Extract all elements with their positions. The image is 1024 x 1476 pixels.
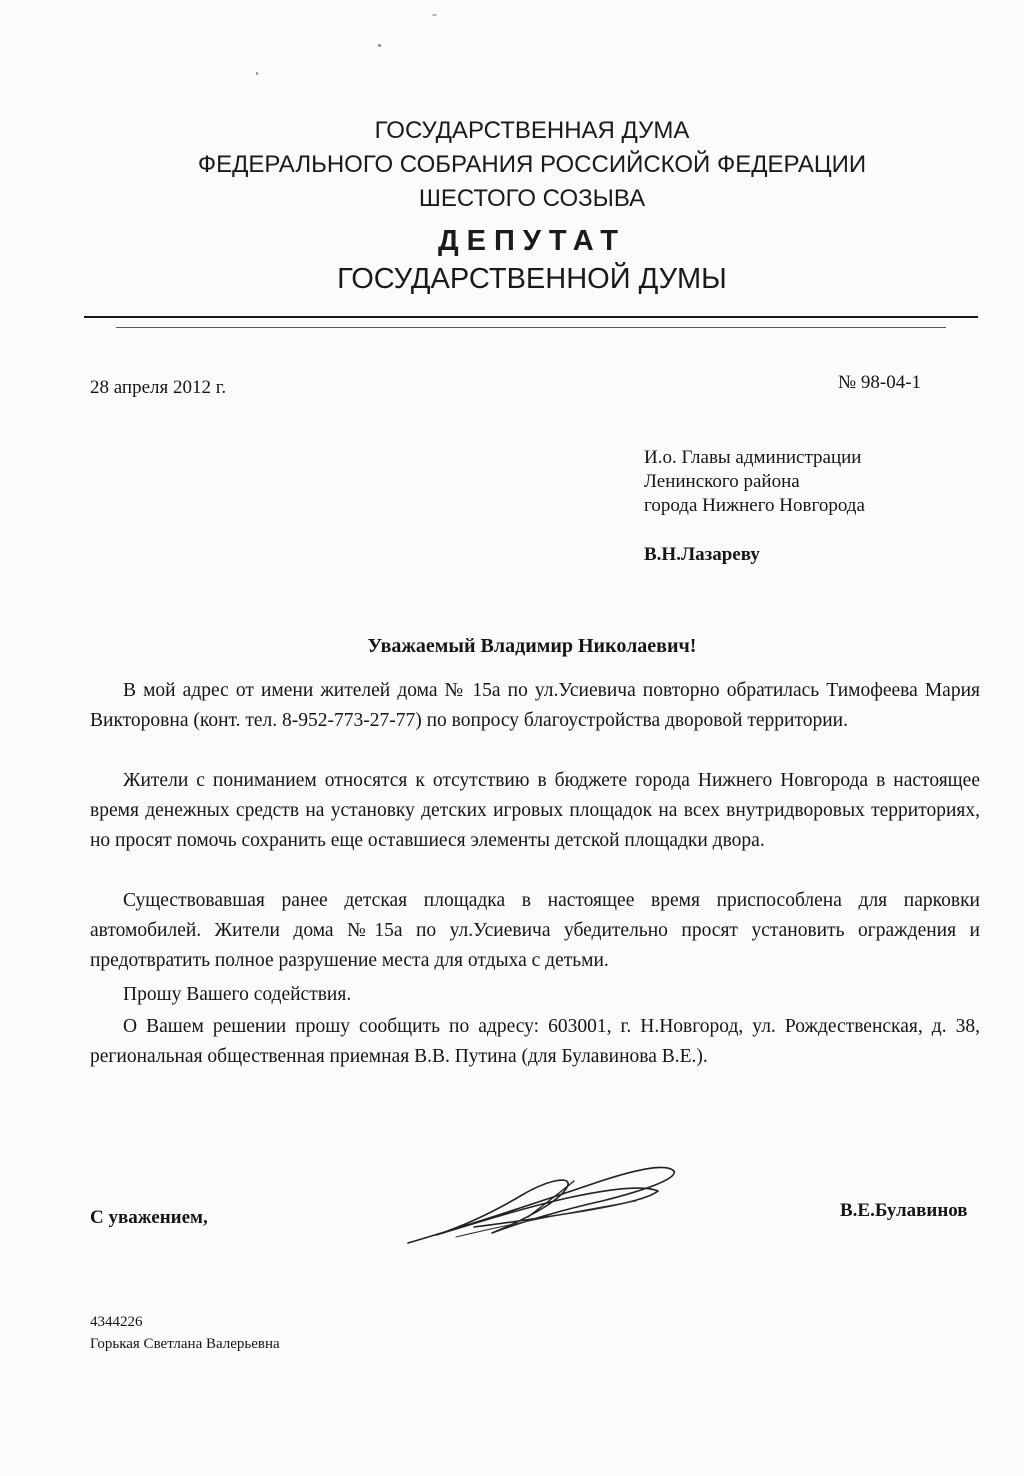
letterhead-subtitle: ГОСУДАРСТВЕННОЙ ДУМЫ — [337, 263, 727, 295]
executor-phone: 4344226 — [90, 1314, 143, 1330]
letterhead-line-1: ГОСУДАРСТВЕННАЯ ДУМА — [374, 117, 690, 144]
addressee-line-3: города Нижнего Новгорода — [644, 495, 865, 516]
addressee-line-1: И.о. Главы администрации — [644, 447, 862, 468]
signature-icon — [396, 1145, 696, 1255]
letterhead-divider-thin — [116, 327, 946, 328]
paragraph-5: О Вашем решении прошу сообщить по адресу: 603001, г. Н.Новгород, ул. Рождественская, д. 38, региональная общественная приемная В.В. Путина (для Булавинова В.Е.). — [90, 1016, 980, 1067]
paragraph-4: Прошу Вашего содействия. — [123, 984, 352, 1005]
letterhead-line-3: ШЕСТОГО СОЗЫВА — [418, 185, 646, 212]
addressee-name: В.Н.Лазареву — [644, 544, 760, 565]
scan-speck — [378, 44, 381, 47]
letterhead-line-2: ФЕДЕРАЛЬНОГО СОБРАНИЯ РОССИЙСКОЙ ФЕДЕРАЦИИ — [197, 151, 867, 178]
paragraph-2: Жители с пониманием относятся к отсутствию в бюджете города Нижнего Новгорода в настоящее время денежных средств на установку детских игровых площадок на всех внутридворовых территориях, но просят помочь сохранить еще оставшиеся элементы детской площадки двора. — [90, 770, 980, 851]
letterhead-title: ДЕПУТАТ — [438, 225, 626, 257]
paragraph-1: В мой адрес от имени жителей дома № 15а по ул.Усиевича повторно обратилась Тимофеева Мария Викторовна (конт. тел. 8-952-773-27-77) по вопросу благоустройства дворовой территории. — [90, 680, 980, 731]
closing: С уважением, — [90, 1207, 208, 1228]
addressee-line-2: Ленинского района — [644, 471, 800, 492]
paragraph-3: Существовавшая ранее детская площадка в настоящее время приспособлена для парковки автомобилей. Жители дома №15а по ул.Усиевича убедительно просят установить ограждения и предотвратить полное разрушение места для отдыха с детьми. — [90, 890, 980, 971]
executor-name: Горькая Светлана Валерьевна — [90, 1336, 280, 1352]
scan-speck — [432, 14, 437, 16]
signer-name: В.Е.Булавинов — [840, 1200, 968, 1221]
letter-number: № 98-04-1 — [838, 372, 922, 393]
salutation: Уважаемый Владимир Николаевич! — [367, 635, 697, 657]
letterhead-divider-thick — [84, 316, 978, 318]
scan-speck — [256, 72, 258, 75]
letter-date: 28 апреля 2012 г. — [90, 377, 227, 398]
